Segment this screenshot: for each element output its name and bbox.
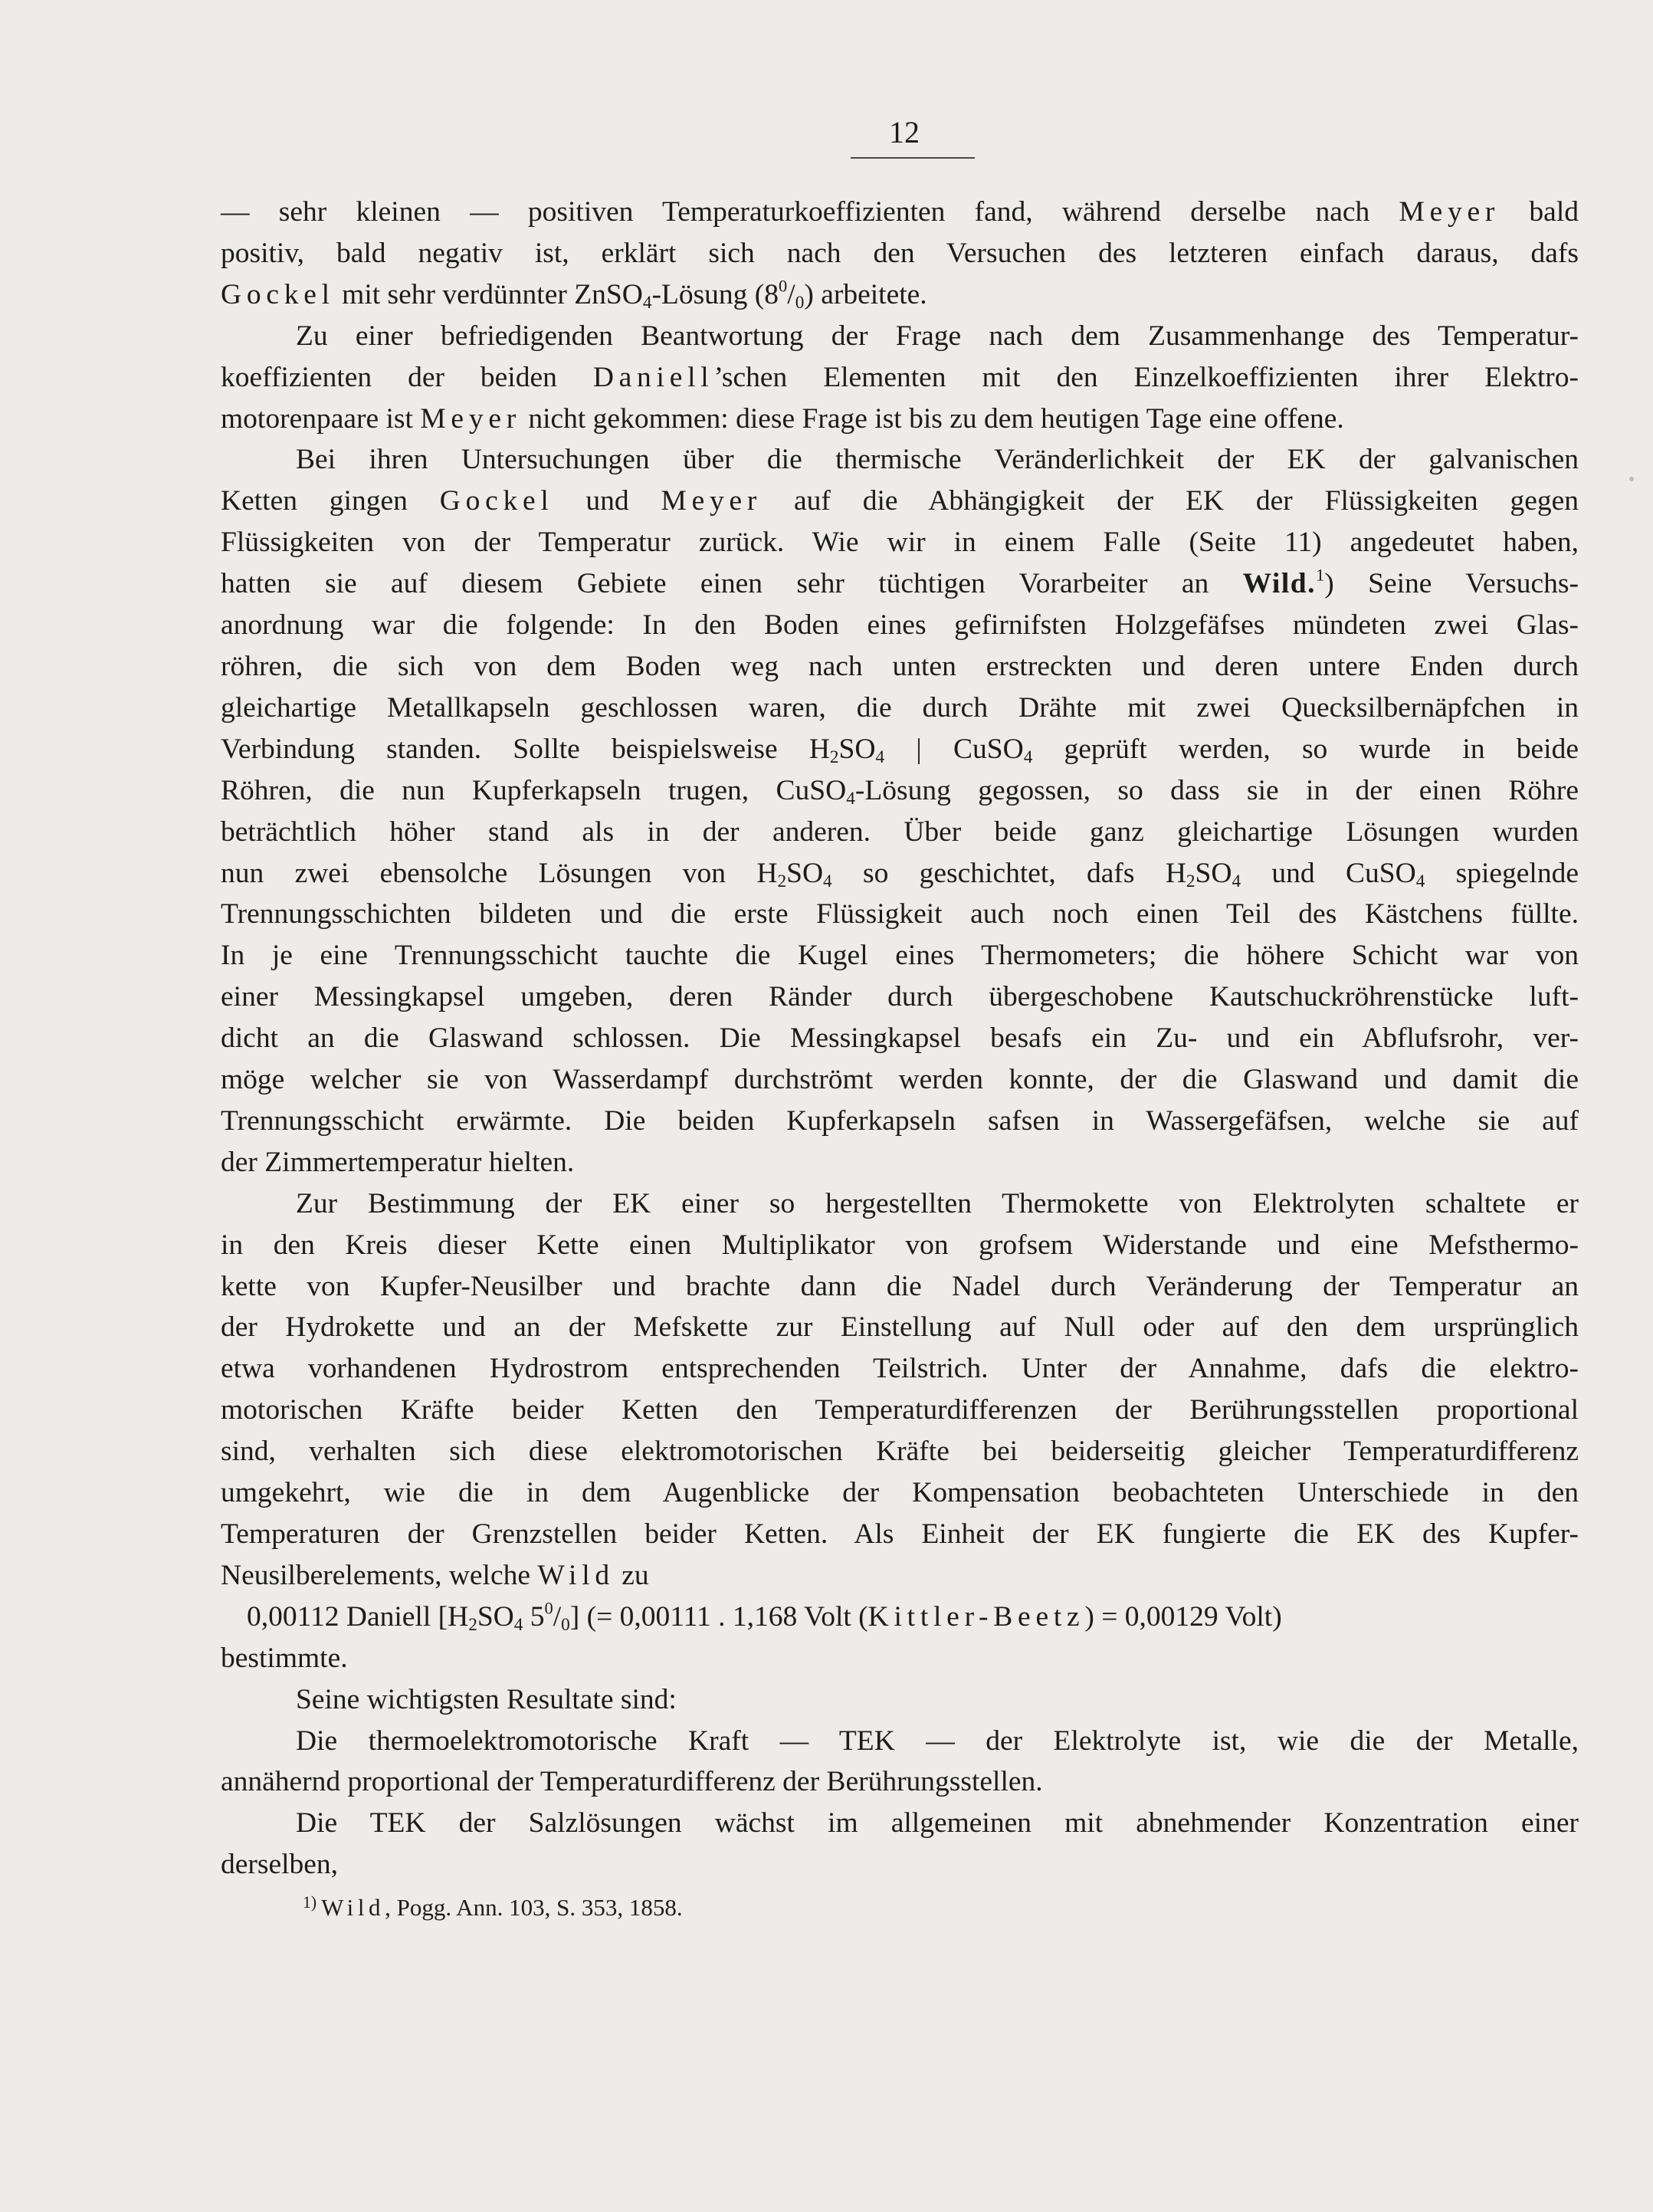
footnote-text: , Pogg. Ann. 103, S. 353, 1858. — [385, 1893, 683, 1921]
text-run: ) arbeitete. — [804, 278, 927, 310]
text-line — [221, 1472, 1579, 1514]
text-run: anordnung war die folgende: In den Boden eines gefirnifsten Holzgefäfses mündeten zwei Glas- — [221, 609, 1579, 642]
page-number: 12 — [889, 115, 920, 149]
text-run: / — [553, 1600, 562, 1633]
text-line — [221, 233, 1579, 274]
text-line — [221, 1266, 1579, 1308]
text-spaced: Gockel — [439, 485, 554, 517]
text-line — [221, 1431, 1579, 1472]
text-run: ) Seine Versuchs- — [1324, 568, 1579, 600]
text-sub: 2 — [1186, 871, 1195, 891]
text-run: auf die Abhängigkeit der EK der Flüssigkeiten gegen — [762, 485, 1579, 517]
text-spaced: Gockel — [221, 278, 335, 310]
text-run: -Lösung gegossen, so dass sie in der einen Röhre — [854, 774, 1579, 806]
text-line — [221, 1555, 1579, 1597]
text-run: 5 — [523, 1600, 545, 1633]
text-line — [221, 399, 1579, 440]
text-run: zu — [614, 1559, 649, 1591]
text-line — [221, 976, 1579, 1018]
text-line — [221, 935, 1579, 976]
footnote-author: Wild — [321, 1893, 385, 1921]
text-line — [221, 439, 1579, 481]
text-run: Flüssigkeiten von der Temperatur zurück. Wie wir in einem Falle (Seite 11) angedeutet haben, — [221, 527, 1579, 559]
text-spaced: Kittler-Beetz — [867, 1600, 1085, 1633]
text-spaced: Meyer — [1399, 196, 1500, 228]
text-run: umgekehrt, wie die in dem Augenblicke der Kompensation beobachteten Unterschiede in den — [221, 1477, 1579, 1509]
text-run: gleichartige Metallkapseln geschlossen waren, die durch Drähte mit zwei Quecksilbernäpfchen in — [221, 691, 1579, 724]
text-run: so geschichtet, dafs H — [831, 857, 1186, 889]
text-line — [221, 1514, 1579, 1555]
text-line — [221, 1803, 1579, 1844]
text-run: Röhren, die nun Kupferkapseln trugen, CuSO — [221, 774, 847, 806]
text-line — [221, 894, 1579, 935]
text-run: Die thermoelektromotorische Kraft — TEK — der Elektrolyte ist, wie die der Metalle, — [296, 1725, 1579, 1757]
text-line — [221, 1597, 1579, 1638]
text-sub: 4 — [846, 788, 855, 809]
text-line — [221, 1638, 1579, 1679]
paper-speck — [1629, 477, 1634, 481]
text-run: motorischen Kräfte beider Ketten den Temperaturdifferenzen der Berührungsstellen proportional — [221, 1394, 1579, 1426]
text-line — [221, 1101, 1579, 1142]
text-run: sind, verhalten sich diese elektromotorischen Kräfte bei beiderseitig gleicher Temperaturdifferenz — [221, 1436, 1579, 1468]
text-run: nicht gekommen: diese Frage ist bis zu dem heutigen Tage eine offene. — [520, 402, 1344, 435]
text-run: ] (= 0,00111 . 1,168 Volt ( — [569, 1600, 868, 1633]
text-line — [221, 522, 1579, 563]
text-run: hatten sie auf diesem Gebiete einen sehr tüchtigen Vorarbeiter an — [221, 568, 1243, 600]
page-number-rule — [851, 157, 975, 159]
text-run: etwa vorhandenen Hydrostrom entsprechenden Teilstrich. Unter der Annahme, dafs die elektro- — [221, 1353, 1579, 1385]
text-run: In je eine Trennungsschicht tauchte die Kugel eines Thermometers; die höhere Schicht war von — [221, 940, 1579, 972]
text-run: | CuSO — [884, 733, 1024, 765]
text-run: positiv, bald negativ ist, erklärt sich nach den Versuchen des letzteren einfach daraus, dafs — [221, 237, 1579, 269]
text-run: ) = 0,00129 Volt) — [1084, 1600, 1282, 1633]
body-text — [221, 192, 1579, 1885]
text-line — [221, 1018, 1579, 1059]
text-run: -Lösung (8 — [651, 278, 779, 310]
text-line — [221, 853, 1579, 894]
text-run: nun zwei ebensolche Lösungen von H — [221, 857, 778, 889]
text-sup: 1 — [1316, 565, 1325, 585]
text-line — [221, 481, 1579, 522]
text-line — [221, 1142, 1579, 1183]
text-line — [221, 1059, 1579, 1101]
text-run: geprüft werden, so wurde in beide — [1032, 733, 1579, 765]
text-run: Seine wichtigsten Resultate sind: — [296, 1683, 677, 1715]
text-run: — sehr kleinen — positiven Temperaturkoeffizienten fand, während derselbe nach — [221, 196, 1399, 228]
text-spaced: Meyer — [661, 485, 763, 517]
text-line — [221, 357, 1579, 399]
text-run: SO — [786, 857, 824, 889]
text-sub: 4 — [513, 1614, 523, 1635]
text-run: koeffizienten der beiden — [221, 361, 593, 393]
text-run: Neusilberelements, welche — [221, 1559, 538, 1591]
text-run: Bei ihren Untersuchungen über die thermische Veränderlichkeit der EK der galvanischen — [296, 444, 1579, 476]
text-run: SO — [1195, 857, 1232, 889]
text-run: spiegelnde — [1425, 857, 1579, 889]
text-run: Trennungsschichten bildeten und die erste Flüssigkeit auch noch einen Teil des Kästchens füllte. — [221, 898, 1579, 930]
text-run: möge welcher sie von Wasserdampf durchströmt werden konnte, der die Glaswand und damit die — [221, 1064, 1579, 1096]
text-run: / — [787, 278, 795, 310]
text-sub: 2 — [777, 871, 787, 891]
text-line — [221, 1679, 1579, 1721]
text-line — [221, 729, 1579, 770]
text-run: der Zimmertemperatur hielten. — [221, 1146, 575, 1178]
text-run: mit sehr verdünnter ZnSO — [334, 278, 643, 310]
text-run: und — [553, 485, 661, 517]
text-sup: 0 — [544, 1598, 553, 1618]
text-run: Zu einer befriedigenden Beantwortung der Frage nach dem Zusammenhange des Temperatur- — [296, 320, 1579, 352]
text-run: Temperaturen der Grenzstellen beider Ketten. Als Einheit der EK fungierte die EK des Kupfer- — [221, 1518, 1579, 1550]
text-spaced: Wild — [537, 1559, 615, 1591]
text-line — [221, 646, 1579, 688]
text-run: kette von Kupfer-Neusilber und brachte dann die Nadel durch Veränderung der Temperatur an — [221, 1270, 1579, 1302]
text-line — [221, 812, 1579, 853]
text-line — [221, 1844, 1579, 1885]
text-run: röhren, die sich von dem Boden weg nach unten erstreckten und deren untere Enden durch — [221, 650, 1579, 682]
text-sup: 0 — [779, 276, 788, 296]
text-sub: 4 — [875, 747, 885, 767]
text-line — [221, 1721, 1579, 1762]
text-run: SO — [477, 1600, 514, 1633]
text-run: einer Messingkapsel umgeben, deren Ränder durch übergeschobene Kautschuckröhrenstücke luft- — [221, 981, 1579, 1013]
text-run: und CuSO — [1241, 857, 1416, 889]
text-line — [221, 1307, 1579, 1348]
text-run: SO — [838, 733, 876, 765]
footnote — [303, 1887, 1452, 1923]
text-run: 0,00112 Daniell [H — [247, 1600, 469, 1633]
text-run: Trennungsschicht erwärmte. Die beiden Kupferkapseln safsen in Wassergefäfsen, welche sie auf — [221, 1104, 1579, 1137]
text-run: ’schen Elementen mit den Einzelkoeffizienten ihrer Elektro- — [713, 361, 1579, 393]
text-sub: 4 — [1232, 871, 1241, 891]
text-line — [221, 316, 1579, 357]
text-run: in den Kreis dieser Kette einen Multiplikator von grofsem Widerstande und eine Mefsthermo- — [221, 1229, 1579, 1261]
text-run: Verbindung standen. Sollte beispielsweise H — [221, 733, 830, 765]
text-line — [221, 1390, 1579, 1431]
footnote-marker: 1) — [303, 1893, 317, 1912]
text-run: der Hydrokette und an der Mefskette zur Einstellung auf Null oder auf den dem ursprünglich — [221, 1311, 1579, 1344]
text-line — [221, 1348, 1579, 1390]
text-line — [221, 192, 1579, 233]
text-sub: 4 — [1023, 747, 1033, 767]
text-line — [221, 605, 1579, 646]
text-bold: Wild. — [1242, 568, 1316, 600]
text-line — [221, 274, 1579, 316]
text-sub: 4 — [642, 292, 652, 313]
text-run: Zur Bestimmung der EK einer so hergestellten Thermokette von Elektrolyten schaltete er — [296, 1187, 1579, 1219]
text-line — [221, 1225, 1579, 1266]
text-spaced: Daniell — [592, 361, 714, 393]
text-run: dicht an die Glaswand schlossen. Die Messingkapsel besafs ein Zu- und ein Abflufsrohr, ver- — [221, 1022, 1579, 1055]
text-line — [221, 563, 1579, 605]
text-sub: 4 — [823, 871, 832, 891]
text-sub: 0 — [561, 1614, 570, 1635]
text-run: bald — [1500, 196, 1579, 228]
text-run: Die TEK der Salzlösungen wächst im allgemeinen mit abnehmender Konzentration einer — [296, 1807, 1579, 1840]
text-sub: 4 — [1415, 871, 1425, 891]
text-line — [221, 1183, 1579, 1225]
text-sub: 0 — [795, 292, 805, 313]
text-run: beträchtlich höher stand als in der anderen. Über beide ganz gleichartige Lösungen wurden — [221, 816, 1579, 848]
text-line — [221, 1761, 1579, 1803]
text-line — [221, 770, 1579, 812]
text-run: bestimmte. — [221, 1642, 348, 1674]
text-run: annähernd proportional der Temperaturdifferenz der Berührungsstellen. — [221, 1766, 1043, 1798]
text-run: derselben, — [221, 1849, 339, 1881]
text-sub: 2 — [468, 1614, 477, 1635]
text-run: motorenpaare ist — [221, 402, 421, 435]
text-sub: 2 — [829, 747, 839, 767]
text-run: Ketten gingen — [221, 485, 440, 517]
text-spaced: Meyer — [420, 402, 521, 435]
text-line — [221, 688, 1579, 729]
